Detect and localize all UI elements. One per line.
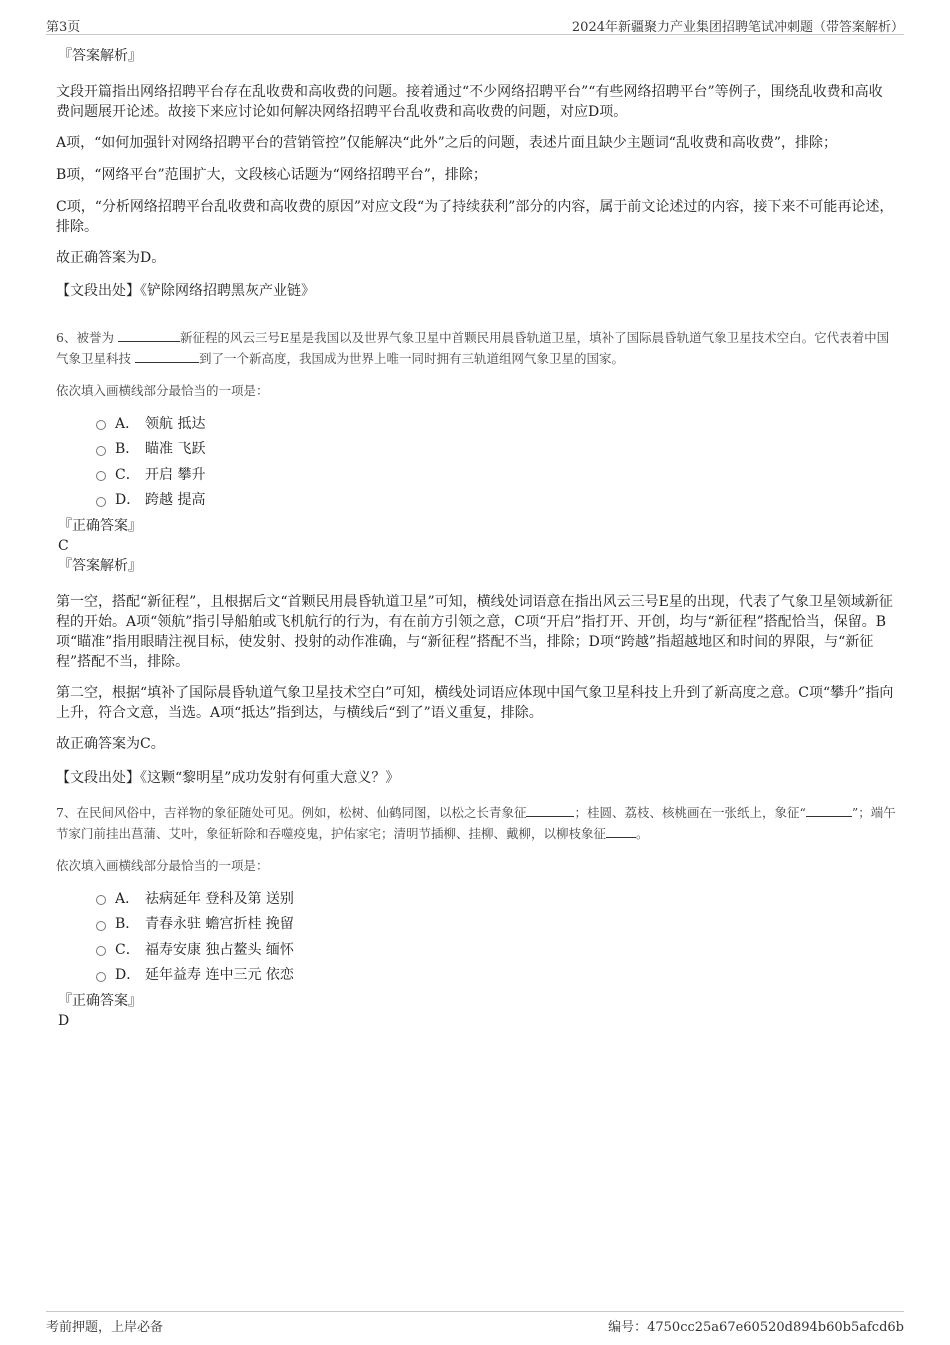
question-stem: 6、被誉为 新征程的风云三号E星是我国以及世界气象卫星中首颗民用晨昏轨道卫星，填补了国际晨昏轨道气象卫星技术空白。它代表着中国气象卫星科技 到了一个新高度，我国成为世界上唯一同时拥有三轨道组网气象卫星的国家。 bbox=[56, 327, 896, 369]
answer-blank bbox=[135, 348, 199, 363]
radio-icon[interactable] bbox=[96, 497, 106, 507]
source-citation: 【文段出处】《这颗“黎明星”成功发射有何重大意义？》 bbox=[56, 770, 400, 786]
answer-blank bbox=[606, 823, 636, 838]
option-b[interactable]: B． 青春永驻 蟾宫折桂 挽留 bbox=[96, 911, 896, 937]
conclusion: 故正确答案为D。 bbox=[56, 250, 166, 266]
question-prompt: 依次填入画横线部分最恰当的一项是： bbox=[56, 383, 269, 398]
footer-slogan: 考前押题，上岸必备 bbox=[46, 1320, 164, 1335]
radio-icon[interactable] bbox=[96, 972, 106, 982]
option-b[interactable]: B． 瞄准 飞跃 bbox=[96, 436, 896, 462]
page-header bbox=[46, 14, 904, 35]
analysis-paragraph: B项，“网络平台”范围扩大，文段核心话题为“网络招聘平台”，排除； bbox=[56, 167, 487, 183]
radio-icon[interactable] bbox=[96, 946, 106, 956]
option-c[interactable]: C． 开启 攀升 bbox=[96, 461, 896, 487]
option-d[interactable]: D． 延年益寿 连中三元 依恋 bbox=[96, 962, 896, 988]
radio-icon[interactable] bbox=[96, 895, 106, 905]
analysis-paragraph: 第二空，根据“填补了国际晨昏轨道气象卫星技术空白”可知，横线处词语应体现中国气象卫星科技上升到了新高度之意。C项“攀升”指向上升，符合文意，当选。A项“抵达”指到达，与横线后“到了”语义重复，排除。 bbox=[56, 685, 894, 721]
answer-blank bbox=[526, 802, 574, 817]
correct-answer-label: 『正确答案』 bbox=[58, 518, 142, 534]
analysis-label: 『答案解析』 bbox=[58, 48, 142, 64]
analysis-paragraph: C项，“分析网络招聘平台乱收费和高收费的原因”对应文段“为了持续获利”部分的内容，属于前文论述过的内容，接下来不可能再论述，排除。 bbox=[56, 199, 894, 235]
option-c[interactable]: C． 福寿安康 独占鳌头 缅怀 bbox=[96, 936, 896, 962]
option-list bbox=[56, 410, 896, 512]
answer-blank bbox=[118, 327, 180, 342]
question-stem: 7、在民间风俗中，吉祥物的象征随处可见。例如，松树、仙鹤同图，以松之长青象征 ；桂圆、荔枝、核桃画在一张纸上，象征“ ”；端午节家门前挂出菖蒲、艾叶，象征斩除和吞噬疫鬼，护佑家宅；清明节插柳、挂柳、戴柳，以柳枝象征 。 bbox=[56, 802, 896, 844]
conclusion: 故正确答案为C。 bbox=[56, 736, 165, 752]
analysis-label: 『答案解析』 bbox=[58, 558, 142, 574]
option-a[interactable]: A． 祛病延年 登科及第 送别 bbox=[96, 885, 896, 911]
page-footer bbox=[46, 1311, 904, 1336]
option-d[interactable]: D． 跨越 提高 bbox=[96, 487, 896, 513]
correct-answer: D bbox=[58, 1013, 70, 1029]
option-list bbox=[56, 885, 896, 987]
answer-blank bbox=[806, 802, 852, 817]
analysis-paragraph: 文段开篇指出网络招聘平台存在乱收费和高收费的问题。接着通过“不少网络招聘平台”“有些网络招聘平台”等例子，围绕乱收费和高收费问题展开论述。故接下来应讨论如何解决网络招聘平台乱收费和高收费的问题，对应D项。 bbox=[56, 84, 883, 120]
radio-icon[interactable] bbox=[96, 921, 106, 931]
question-prompt: 依次填入画横线部分最恰当的一项是： bbox=[56, 858, 269, 873]
radio-icon[interactable] bbox=[96, 446, 106, 456]
analysis-paragraph: 第一空，搭配“新征程”，且根据后文“首颗民用晨昏轨道卫星”可知，横线处词语意在指出风云三号E星的出现，代表了气象卫星领域新征程的开始。A项“领航”指引导船舶或飞机航行的行为，有在前方引领之意，C项“开启”指打开、开创，均与“新征程”搭配恰当，保留。B项“瞄准”指用眼睛注视目标，使发射、投射的动作准确，与“新征程”搭配不当，排除；D项“跨越”指超越地区和时间的界限，与“新征程”搭配不当，排除。 bbox=[56, 594, 893, 670]
radio-icon[interactable] bbox=[96, 471, 106, 481]
option-a[interactable]: A． 领航 抵达 bbox=[96, 410, 896, 436]
document-title: 2024年新疆聚力产业集团招聘笔试冲刺题（带答案解析） bbox=[571, 20, 904, 35]
correct-answer: C bbox=[58, 538, 69, 554]
document-code: 编号：4750cc25a67e60520d894b60b5afcd6b bbox=[608, 1320, 904, 1335]
radio-icon[interactable] bbox=[96, 420, 106, 430]
analysis-paragraph: A项，“如何加强针对网络招聘平台的营销管控”仅能解决“此外”之后的问题，表述片面且缺少主题词“乱收费和高收费”，排除； bbox=[56, 135, 838, 151]
source-citation: 【文段出处】《铲除网络招聘黑灰产业链》 bbox=[56, 283, 315, 299]
page-content bbox=[56, 44, 896, 1031]
correct-answer-label: 『正确答案』 bbox=[58, 993, 142, 1009]
page-number: 第3页 bbox=[46, 20, 81, 35]
